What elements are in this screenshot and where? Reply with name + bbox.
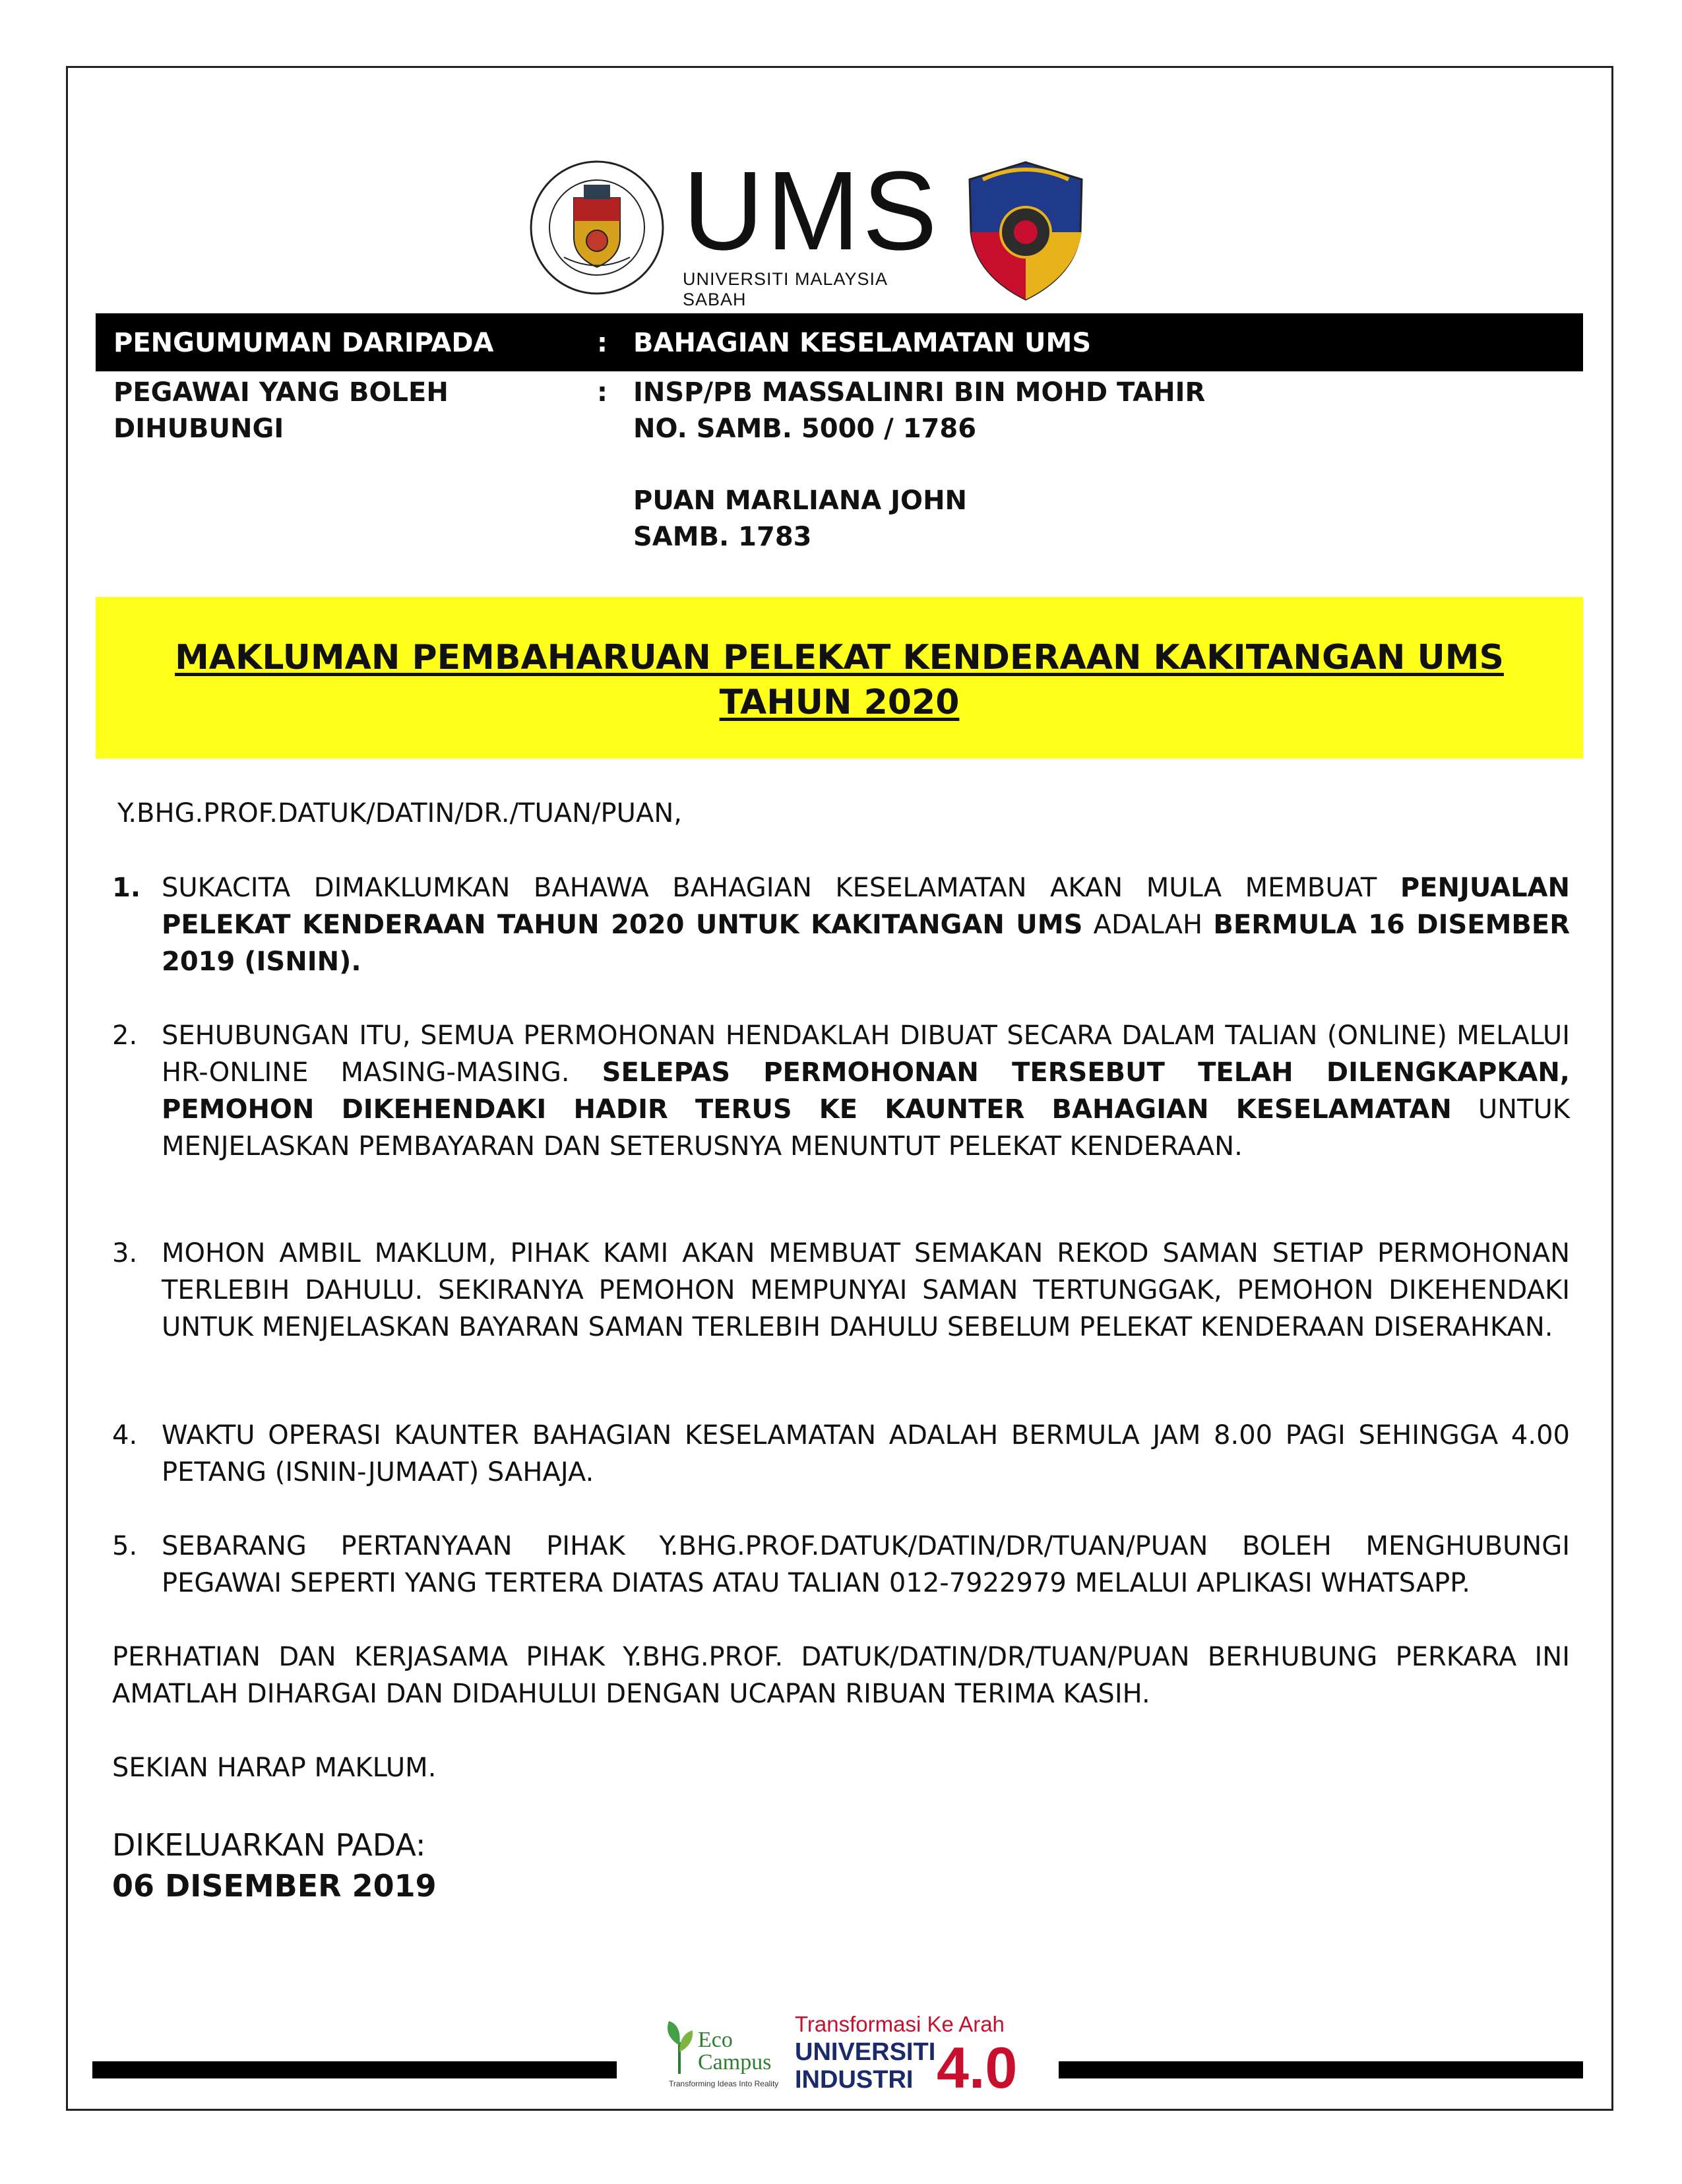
- contact1-ext: NO. SAMB. 5000 / 1786: [633, 414, 977, 444]
- ums-crest-logo: [528, 158, 666, 297]
- item-text-bold: PENJUALAN PELEKAT KENDERAAN TAHUN 2020 UNTUK KAKITANGAN UMS: [162, 873, 1570, 940]
- salutation: Y.BHG.PROF.DATUK/DATIN/DR./TUAN/PUAN,: [117, 798, 682, 828]
- transformasi-logo: [795, 2012, 1026, 2104]
- contact-label-line1: PEGAWAI YANG BOLEH: [113, 377, 449, 408]
- item-text: SEBARANG PERTANYAAN PIHAK Y.BHG.PROF.DATUK/DATIN/DR/TUAN/PUAN BOLEH MENGHUBUNGI PEGAWAI SEPERTI YANG TERTERA DIATAS ATAU TALIAN 012-7922979 MELALUI APLIKASI WHATSAPP.: [162, 1531, 1570, 1598]
- item-text-plain: ADALAH: [1082, 910, 1214, 940]
- title-banner: [96, 597, 1583, 759]
- from-label: PENGUMUMAN DARIPADA: [113, 328, 494, 358]
- eco-tagline: Transforming Ideas Into Reality: [669, 2079, 779, 2088]
- contact1-name: INSP/PB MASSALINRI BIN MOHD TAHIR: [633, 377, 1206, 408]
- item-text: WAKTU OPERASI KAUNTER BAHAGIAN KESELAMATAN ADALAH BERMULA JAM 8.00 PAGI SEHINGGA 4.00 PETANG (ISNIN-JUMAAT) SAHAJA.: [162, 1420, 1570, 1487]
- eco-line1: Eco: [698, 2028, 733, 2052]
- leaf-icon: [660, 2016, 699, 2075]
- footer-bar-left: [92, 2061, 617, 2078]
- contact2-ext: SAMB. 1783: [633, 522, 812, 552]
- item-text-plain: UNTUK MENJELASKAN PEMBAYARAN DAN SETERUSNYA MENUNTUT PELEKAT KENDERAAN.: [162, 1094, 1570, 1162]
- item-number: 2.: [112, 1020, 138, 1051]
- from-value: BAHAGIAN KESELAMATAN UMS: [633, 328, 1092, 358]
- item-text-plain: SUKACITA DIMAKLUMKAN BAHAWA BAHAGIAN KESELAMATAN AKAN MULA MEMBUAT: [162, 873, 1400, 903]
- contact-colon: :: [597, 377, 607, 408]
- auxiliary-police-badge: [963, 160, 1088, 301]
- footer-bar-right: [1059, 2061, 1583, 2078]
- eco-wordmark: [698, 2029, 771, 2074]
- ums-mark: UMS: [683, 148, 940, 274]
- issued-label: DIKELUARKAN PADA:: [112, 1827, 426, 1863]
- eco-line2: Campus: [698, 2050, 772, 2075]
- item-number: 4.: [112, 1420, 138, 1451]
- ums-subtitle: UNIVERSITI MALAYSIA SABAH: [683, 269, 887, 309]
- closing-paragraph: PERHATIAN DAN KERJASAMA PIHAK Y.BHG.PROF. DATUK/DATIN/DR/TUAN/PUAN BERHUBUNG PERKARA INI AMATLAH DIHARGAI DAN DIDAHULUI DENGAN UCAPAN RIBUAN TERIMA KASIH.: [112, 1642, 1570, 1709]
- item-text-bold: SELEPAS PERMOHONAN TERSEBUT TELAH DILENGKAPKAN, PEMOHON DIKEHENDAKI HADIR TERUS KE KAUNTER BAHAGIAN KESELAMATAN: [162, 1057, 1570, 1125]
- contact2-name: PUAN MARLIANA JOHN: [633, 485, 968, 516]
- issued-date: 06 DISEMBER 2019: [112, 1868, 437, 1904]
- title-line2: TAHUN 2020: [719, 683, 960, 722]
- from-colon: :: [597, 328, 607, 358]
- logo-row: [0, 148, 1682, 309]
- title-line1: MAKLUMAN PEMBAHARUAN PELEKAT KENDERAAN KAKITANGAN UMS: [175, 638, 1504, 677]
- item-text: [162, 1017, 1570, 1165]
- item-number: 1.: [112, 873, 141, 903]
- univ-line1: UNIVERSITI: [795, 2038, 936, 2066]
- sign-off: SEKIAN HARAP MAKLUM.: [112, 1753, 437, 1783]
- item-text-plain: SEHUBUNGAN ITU, SEMUA PERMOHONAN HENDAKLAH DIBUAT SECARA DALAM TALIAN (ONLINE) MELALUI HR-ONLINE MASING-MASING.: [162, 1020, 1570, 1088]
- eco-campus-logo: [660, 2012, 792, 2098]
- item-number: 3.: [112, 1238, 138, 1268]
- contact-label-line2: DIHUBUNGI: [113, 414, 284, 444]
- transform-line: Transformasi Ke Arah: [795, 2012, 1005, 2036]
- ums-wordmark: [683, 148, 940, 310]
- version-mark: 4.0: [937, 2035, 1018, 2100]
- item-text: MOHON AMBIL MAKLUM, PIHAK KAMI AKAN MEMBUAT SEMAKAN REKOD SAMAN SETIAP PERMOHONAN TERLEBIH DAHULU. SEKIRANYA PEMOHON MEMPUNYAI SAMAN TERTUNGGAK, PEMOHON DIKEHENDAKI UNTUK MENJELASKAN BAYARAN SAMAN TERLEBIH DAHULU SEBELUM PELEKAT KENDERAAN DISERAHKAN.: [162, 1238, 1570, 1342]
- item-text: [162, 869, 1570, 980]
- item-number: 5.: [112, 1531, 138, 1561]
- item-text-bold: BERMULA 16 DISEMBER 2019 (ISNIN).: [162, 910, 1571, 977]
- univ-line2: INDUSTRI: [795, 2066, 914, 2094]
